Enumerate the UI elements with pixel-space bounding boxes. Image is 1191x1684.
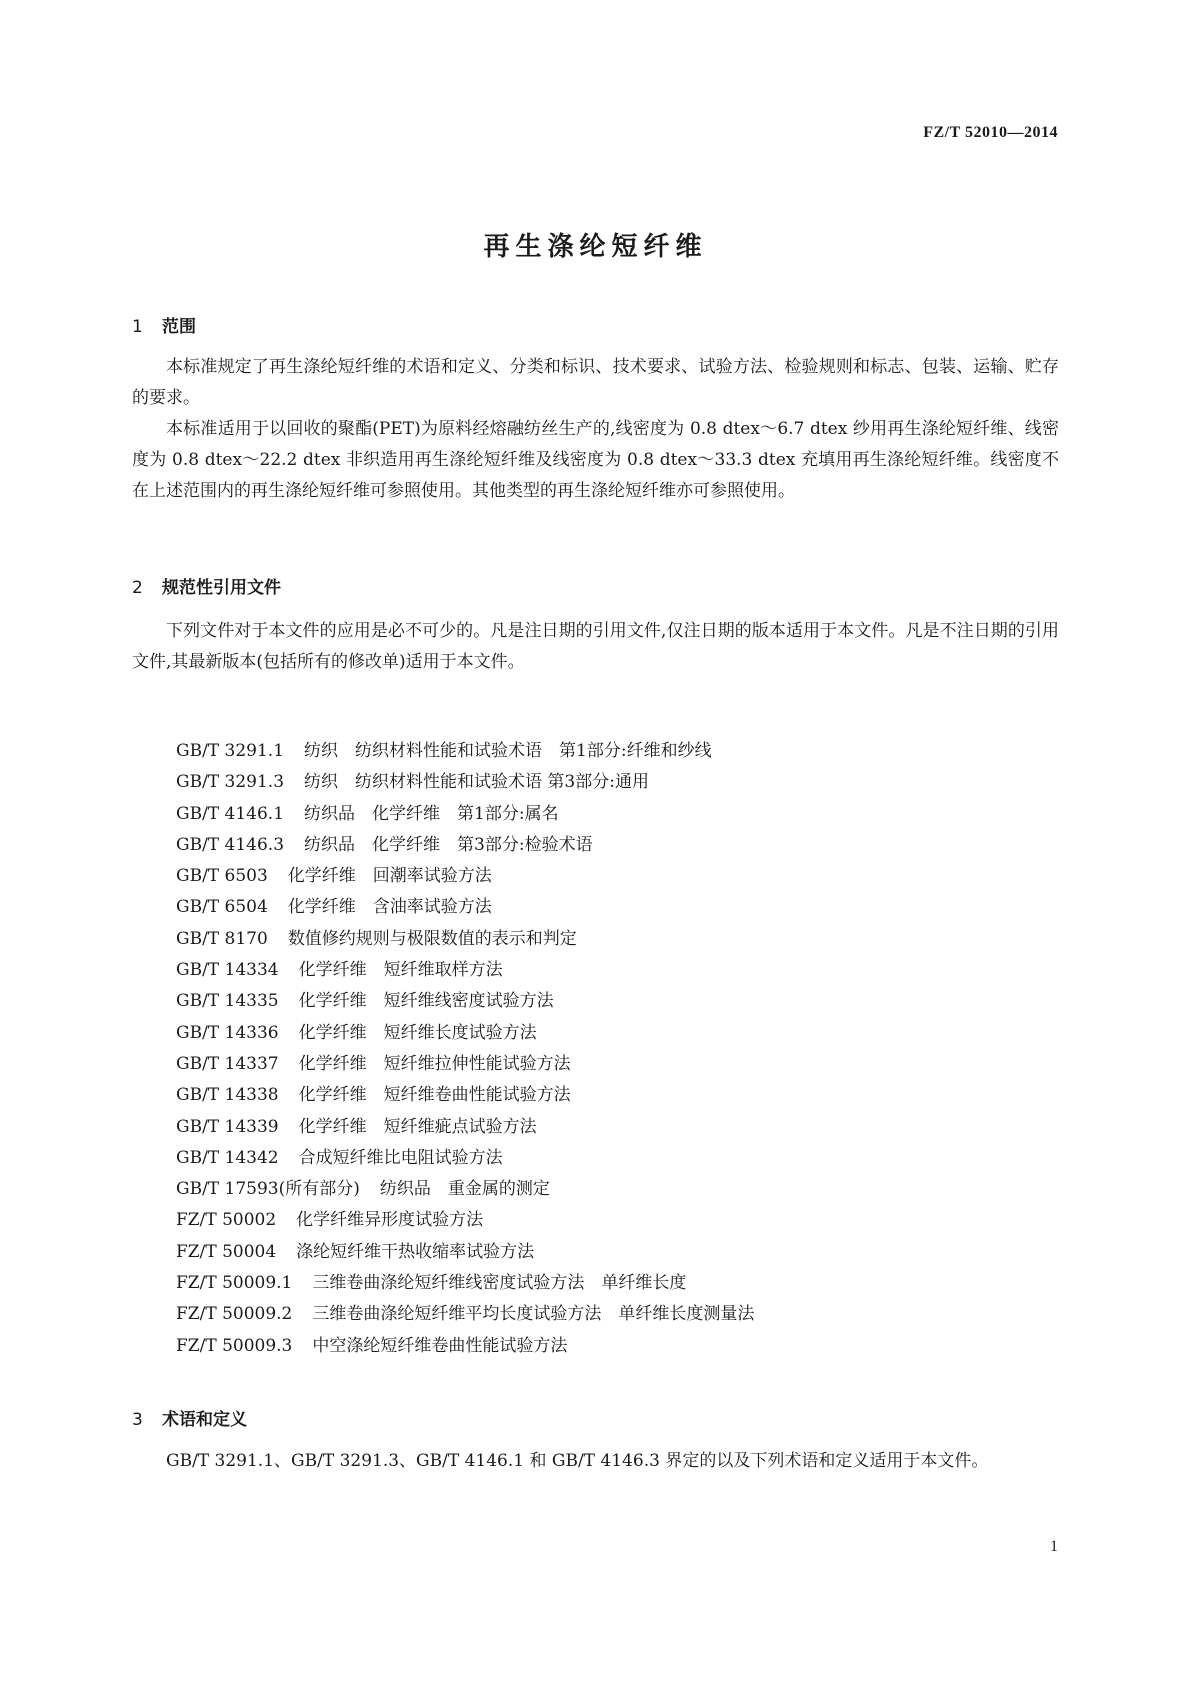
section-heading-normative-references	[132, 573, 281, 598]
reference-code: FZ/T 50009.1	[176, 1273, 293, 1294]
reference-item	[176, 986, 1056, 1017]
section-title: 术语和定义	[162, 1410, 247, 1430]
reference-item	[176, 1237, 1056, 1268]
reference-title: 化学纤维 短纤维取样方法	[298, 960, 503, 981]
reference-title: 化学纤维 回潮率试验方法	[287, 866, 492, 887]
reference-code: GB/T 8170	[176, 928, 268, 949]
reference-code: GB/T 14335	[176, 991, 279, 1012]
reference-item	[176, 1112, 1056, 1143]
reference-item	[176, 767, 1056, 798]
reference-code: GB/T 17593(所有部分)	[176, 1179, 360, 1200]
reference-title: 三维卷曲涤纶短纤维平均长度试验方法 单纤维长度测量法	[312, 1304, 755, 1325]
reference-code: GB/T 3291.3	[176, 772, 285, 793]
reference-code: FZ/T 50002	[176, 1210, 277, 1231]
reference-code: GB/T 6503	[176, 866, 268, 887]
reference-title: 数值修约规则与极限数值的表示和判定	[287, 928, 577, 949]
reference-item	[176, 1049, 1056, 1080]
reference-code: GB/T 4146.1	[176, 803, 285, 824]
reference-title: 化学纤维 短纤维卷曲性能试验方法	[298, 1085, 571, 1106]
reference-code: GB/T 14337	[176, 1053, 279, 1074]
reference-code: GB/T 6504	[176, 897, 268, 918]
reference-title: 化学纤维 含油率试验方法	[287, 897, 492, 918]
terms-intro-paragraph: GB/T 3291.1、GB/T 3291.3、GB/T 4146.1 和 GB/T 4146.3 界定的以及下列术语和定义适用于本文件。	[166, 1451, 989, 1471]
scope-paragraph-2: 本标准适用于以回收的聚酯(PET)为原料经熔融纺丝生产的,线密度为 0.8 dtex～6.7 dtex 纱用再生涤纶短纤维、线密度为 0.8 dtex～22.2 dtex 非织造用再生涤纶短纤维及线密度为 0.8 dtex～33.3 dtex 充填用再生涤纶短纤维。线密度不在上述范围内的再生涤纶短纤维可参照使用。其他类型的再生涤纶短纤维亦可参照使用。	[132, 419, 1059, 501]
section-number: 2	[132, 578, 143, 598]
reference-item	[176, 1299, 1056, 1330]
reference-item	[176, 830, 1056, 861]
reference-code: FZ/T 50004	[176, 1241, 277, 1262]
reference-item	[176, 1331, 1056, 1362]
reference-title: 化学纤维异形度试验方法	[296, 1210, 484, 1231]
references-intro-paragraph: 下列文件对于本文件的应用是必不可少的。凡是注日期的引用文件,仅注日期的版本适用于本文件。凡是不注日期的引用文件,其最新版本(包括所有的修改单)适用于本文件。	[132, 621, 1059, 672]
section-number: 1	[132, 317, 143, 337]
standard-code: FZ/T 52010—2014	[923, 124, 1058, 141]
reference-item	[176, 861, 1056, 892]
reference-list	[176, 736, 1056, 1362]
reference-code: GB/T 14334	[176, 960, 279, 981]
reference-code: GB/T 14338	[176, 1085, 279, 1106]
reference-title: 纺织品 化学纤维 第3部分:检验术语	[304, 834, 593, 855]
reference-code: GB/T 3291.1	[176, 741, 285, 761]
section-heading-scope	[132, 312, 196, 337]
reference-item	[176, 736, 1056, 767]
reference-title: 化学纤维 短纤维线密度试验方法	[298, 991, 554, 1012]
document-title: 再生涤纶短纤维	[483, 232, 708, 262]
reference-item	[176, 924, 1056, 955]
scope-paragraph-1: 本标准规定了再生涤纶短纤维的术语和定义、分类和标识、技术要求、试验方法、检验规则和标志、包装、运输、贮存的要求。	[132, 357, 1059, 408]
reference-item	[176, 1080, 1056, 1111]
section-heading-terms-and-definitions	[132, 1405, 247, 1430]
reference-item	[176, 1268, 1056, 1299]
reference-item	[176, 799, 1056, 830]
reference-title: 纺织品 化学纤维 第1部分:属名	[304, 803, 559, 824]
reference-title: 纺织 纺织材料性能和试验术语 第3部分:通用	[304, 772, 649, 793]
reference-item	[176, 1143, 1056, 1174]
reference-title: 中空涤纶短纤维卷曲性能试验方法	[312, 1335, 568, 1356]
reference-item	[176, 1174, 1056, 1205]
reference-code: GB/T 14336	[176, 1022, 279, 1043]
reference-item	[176, 892, 1056, 923]
reference-title: 纺织品 重金属的测定	[379, 1179, 550, 1200]
section-title: 规范性引用文件	[162, 578, 281, 598]
reference-code: GB/T 14339	[176, 1116, 279, 1137]
section-title: 范围	[162, 317, 196, 337]
reference-title: 合成短纤维比电阻试验方法	[298, 1147, 503, 1168]
page-number: 1	[1050, 1538, 1058, 1555]
reference-title: 纺织 纺织材料性能和试验术语 第1部分:纤维和纱线	[304, 741, 712, 761]
reference-title: 三维卷曲涤纶短纤维线密度试验方法 单纤维长度	[312, 1273, 687, 1294]
reference-code: GB/T 14342	[176, 1147, 279, 1168]
reference-code: GB/T 4146.3	[176, 834, 285, 855]
reference-title: 化学纤维 短纤维拉伸性能试验方法	[298, 1053, 571, 1074]
reference-code: FZ/T 50009.3	[176, 1335, 293, 1356]
reference-item	[176, 1018, 1056, 1049]
section-number: 3	[132, 1410, 143, 1430]
reference-item	[176, 955, 1056, 986]
reference-title: 化学纤维 短纤维疵点试验方法	[298, 1116, 537, 1137]
reference-code: FZ/T 50009.2	[176, 1304, 293, 1325]
reference-item	[176, 1205, 1056, 1236]
reference-title: 涤纶短纤维干热收缩率试验方法	[296, 1241, 535, 1262]
reference-title: 化学纤维 短纤维长度试验方法	[298, 1022, 537, 1043]
